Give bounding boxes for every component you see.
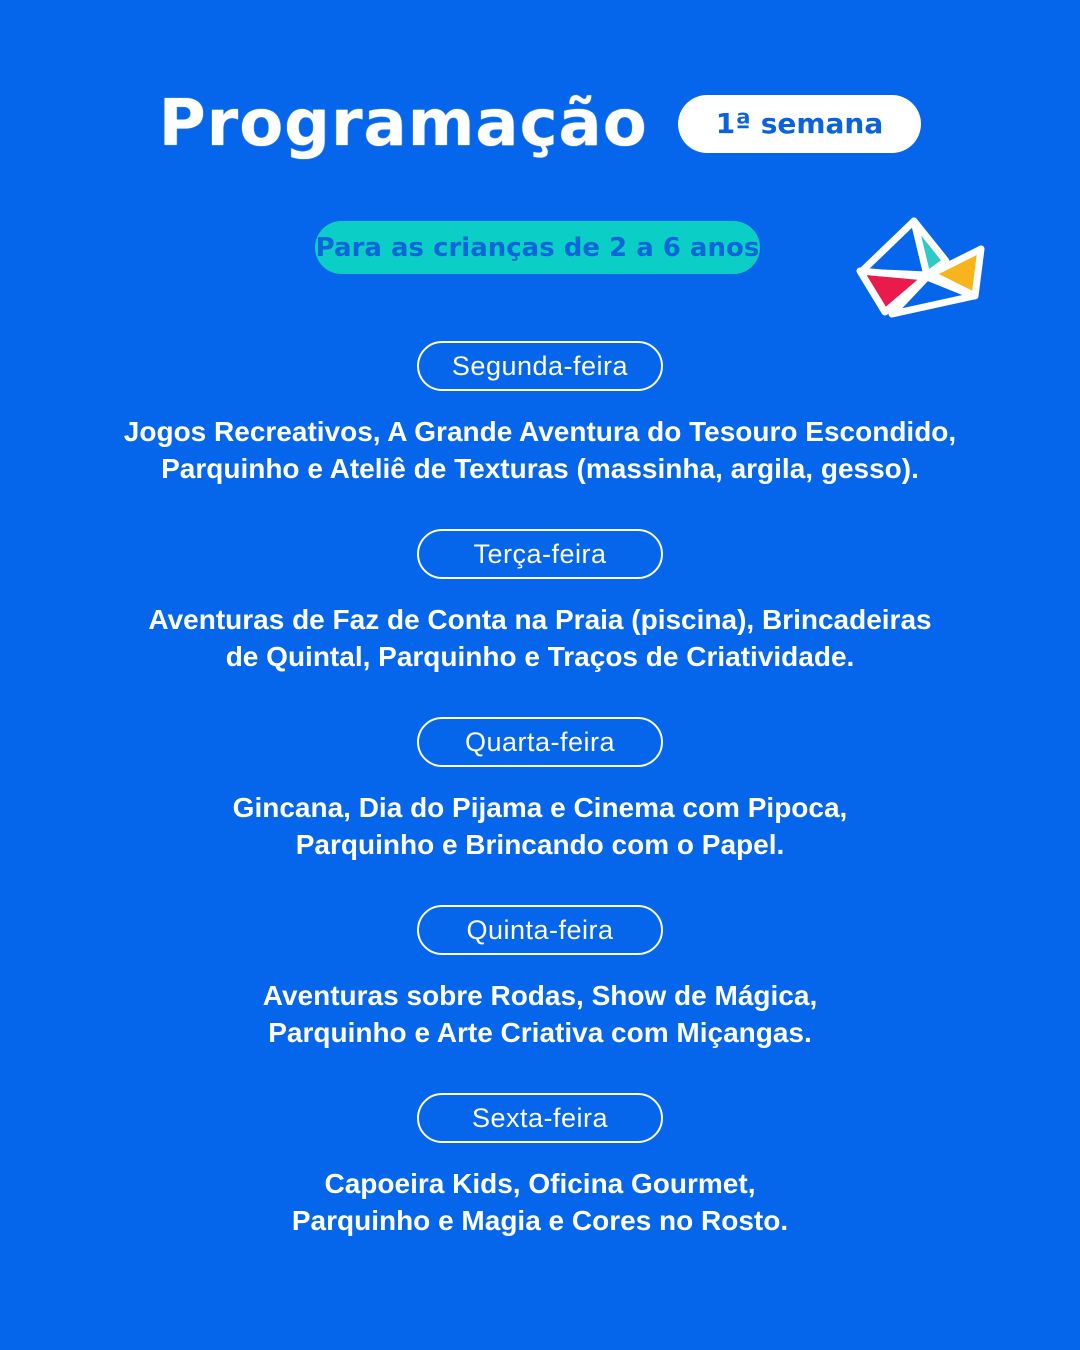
day-description <box>263 977 817 1051</box>
day-description-line: Aventuras sobre Rodas, Show de Mágica, <box>262 980 818 1011</box>
day-section-wednesday <box>233 717 848 863</box>
day-description-line: Jogos Recreativos, A Grande Aventura do Tesouro Escondido, <box>123 416 957 447</box>
day-description <box>124 413 956 487</box>
day-description-line: Parquinho e Ateliê de Texturas (massinha, argila, gesso). <box>161 453 919 484</box>
day-section-thursday <box>263 905 817 1051</box>
day-description-line: Parquinho e Magia e Cores no Rosto. <box>291 1205 789 1236</box>
day-pill-label: Sexta-feira <box>471 1102 609 1133</box>
day-description-line: Gincana, Dia do Pijama e Cinema com Pipoca, <box>232 792 848 823</box>
day-pill-label: Terça-feira <box>473 538 607 569</box>
day-description <box>148 601 931 675</box>
day-description <box>233 789 848 863</box>
day-section-tuesday <box>148 529 931 675</box>
days-list <box>0 341 1080 1281</box>
audience-pill <box>315 221 760 274</box>
header <box>0 87 1080 161</box>
day-description-line: Aventuras de Faz de Conta na Praia (piscina), Brincadeiras <box>148 604 932 635</box>
paper-boat-icon <box>852 206 1002 336</box>
day-description-line: de Quintal, Parquinho e Traços de Criatividade. <box>225 641 855 672</box>
day-description <box>292 1165 788 1239</box>
page-title: Programação <box>158 87 648 161</box>
day-pill-monday <box>417 341 663 391</box>
day-description-line: Parquinho e Arte Criativa com Miçangas. <box>268 1017 812 1048</box>
day-pill-wednesday <box>417 717 663 767</box>
week-badge <box>678 95 922 153</box>
day-description-line: Parquinho e Brincando com o Papel. <box>295 829 785 860</box>
day-section-monday <box>124 341 956 487</box>
day-section-friday <box>292 1093 788 1239</box>
day-pill-friday <box>417 1093 663 1143</box>
week-badge-label: 1ª semana <box>715 107 884 140</box>
day-pill-tuesday <box>417 529 663 579</box>
day-pill-label: Quinta-feira <box>466 914 614 945</box>
audience-pill-label: Para as crianças de 2 a 6 anos <box>315 232 760 263</box>
day-pill-label: Quarta-feira <box>464 726 616 757</box>
day-description-line: Capoeira Kids, Oficina Gourmet, <box>324 1168 756 1199</box>
day-pill-thursday <box>417 905 663 955</box>
day-pill-label: Segunda-feira <box>451 350 629 381</box>
